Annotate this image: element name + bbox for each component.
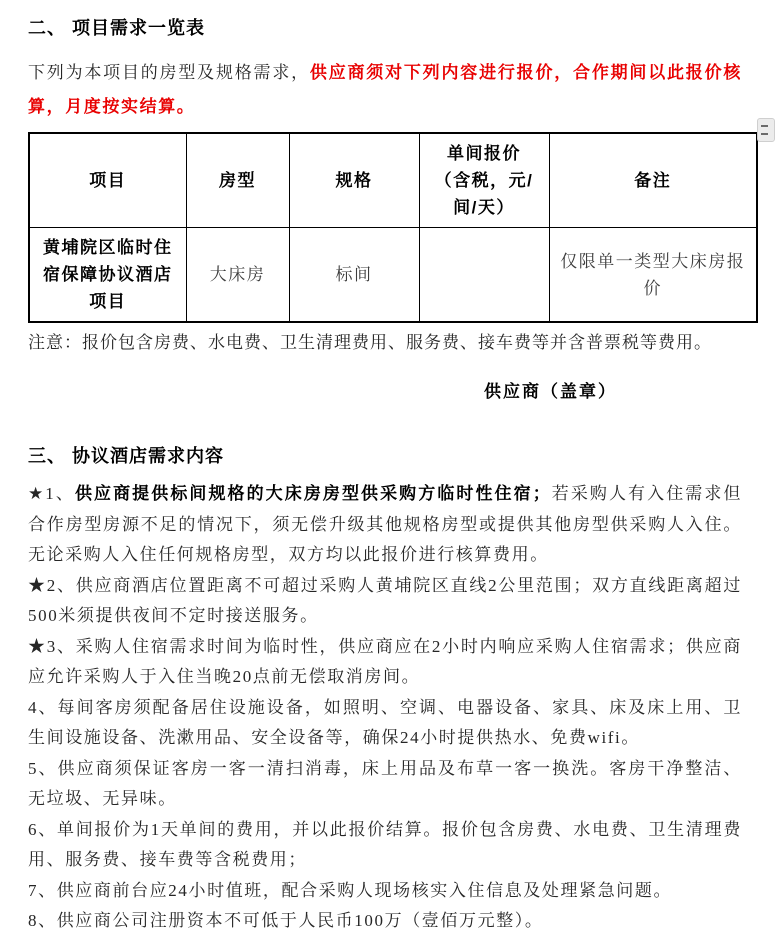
intro-text-red: 供应商须对下列内容进行报价，合作期间以此报价核算，月度按实结算。 bbox=[28, 63, 742, 116]
handle-dash-icon bbox=[761, 133, 768, 135]
cell-room-type: 大床房 bbox=[186, 228, 289, 323]
handle-dash-icon bbox=[761, 125, 768, 127]
section2-title: 项目需求一览表 bbox=[72, 18, 205, 38]
table-handle-icon[interactable] bbox=[757, 118, 775, 142]
requirement-item-7 bbox=[28, 876, 742, 907]
cell-spec: 标间 bbox=[289, 228, 419, 323]
requirement-items bbox=[28, 479, 742, 937]
intro-paragraph bbox=[28, 56, 742, 124]
item-2-text: ★2、供应商酒店位置距离不可超过采购人黄埔院区直线2公里范围；双方直线距离超过500米须提供夜间不定时接送服务。 bbox=[28, 575, 742, 625]
requirements-table bbox=[28, 132, 758, 323]
item-4-text: 4、每间客房须配备居住设施设备，如照明、空调、电器设备、家具、床及床上用、卫生间设施设备、洗漱用品、安全设备等，确保24小时提供热水、免费wifi。 bbox=[28, 697, 742, 747]
section2-number: 二、 bbox=[28, 18, 66, 38]
item-5-text: 5、供应商须保证客房一客一清扫消毒，床上用品及布草一客一换洗。客房干净整洁、无垃圾、无异味。 bbox=[28, 758, 742, 808]
item-7-text: 7、供应商前台应24小时值班，配合采购人现场核实入住信息及处理紧急问题。 bbox=[28, 880, 673, 900]
section3-title: 协议酒店需求内容 bbox=[72, 446, 224, 466]
col-header-remark: 备注 bbox=[549, 133, 757, 228]
requirement-item-5 bbox=[28, 754, 742, 815]
col-header-spec: 规格 bbox=[289, 133, 419, 228]
section3-heading bbox=[28, 442, 742, 468]
item-8-text: 8、供应商公司注册资本不可低于人民币100万（壹佰万元整）。 bbox=[28, 911, 544, 930]
requirement-item-6 bbox=[28, 815, 742, 876]
intro-text-black: 下列为本项目的房型及规格需求， bbox=[28, 63, 310, 82]
col-header-unit-price: 单间报价（含税，元/间/天） bbox=[419, 133, 549, 228]
requirement-item-2 bbox=[28, 571, 742, 632]
requirement-item-8 bbox=[28, 906, 742, 937]
pricing-note: 注意：报价包含房费、水电费、卫生清理费用、服务费、接车费等并含普票税等费用。 bbox=[28, 333, 712, 352]
item-1-text: 若采购人有入住需求但合作房型房源不足的情况下，须无偿升级其他规格房型或提供其他房型供采购人入住。无论采购人入住任何规格房型，双方均以此报价进行核算费用。 bbox=[28, 484, 743, 564]
cell-project: 黄埔院区临时住宿保障协议酒店项目 bbox=[29, 228, 186, 323]
item-6-text: 6、单间报价为1天单间的费用，并以此报价结算。报价包含房费、水电费、卫生清理费用、服务费、接车费等含税费用； bbox=[28, 819, 742, 869]
item-3-text: ★3、采购人住宿需求时间为临时性，供应商应在2小时内响应采购人住宿需求；供应商应允许采购人于入住当晚20点前无偿取消房间。 bbox=[28, 636, 742, 686]
requirement-item-1 bbox=[28, 479, 742, 571]
item-1-lead: 供应商提供标间规格的大床房房型供采购方临时性住宿； bbox=[74, 484, 552, 503]
section3-number: 三、 bbox=[28, 446, 66, 466]
col-header-project: 项目 bbox=[29, 133, 186, 228]
col-header-room-type: 房型 bbox=[186, 133, 289, 228]
item-1-prefix: ★1、 bbox=[28, 484, 75, 503]
requirement-item-3 bbox=[28, 632, 742, 693]
requirement-item-4 bbox=[28, 693, 742, 754]
cell-unit-price[interactable] bbox=[419, 228, 549, 323]
section2-heading bbox=[28, 14, 742, 40]
table-row bbox=[29, 228, 757, 323]
table-header-row bbox=[29, 133, 757, 228]
cell-remark: 仅限单一类型大床房报价 bbox=[549, 228, 757, 323]
supplier-stamp-line: 供应商（盖章） bbox=[484, 382, 617, 401]
